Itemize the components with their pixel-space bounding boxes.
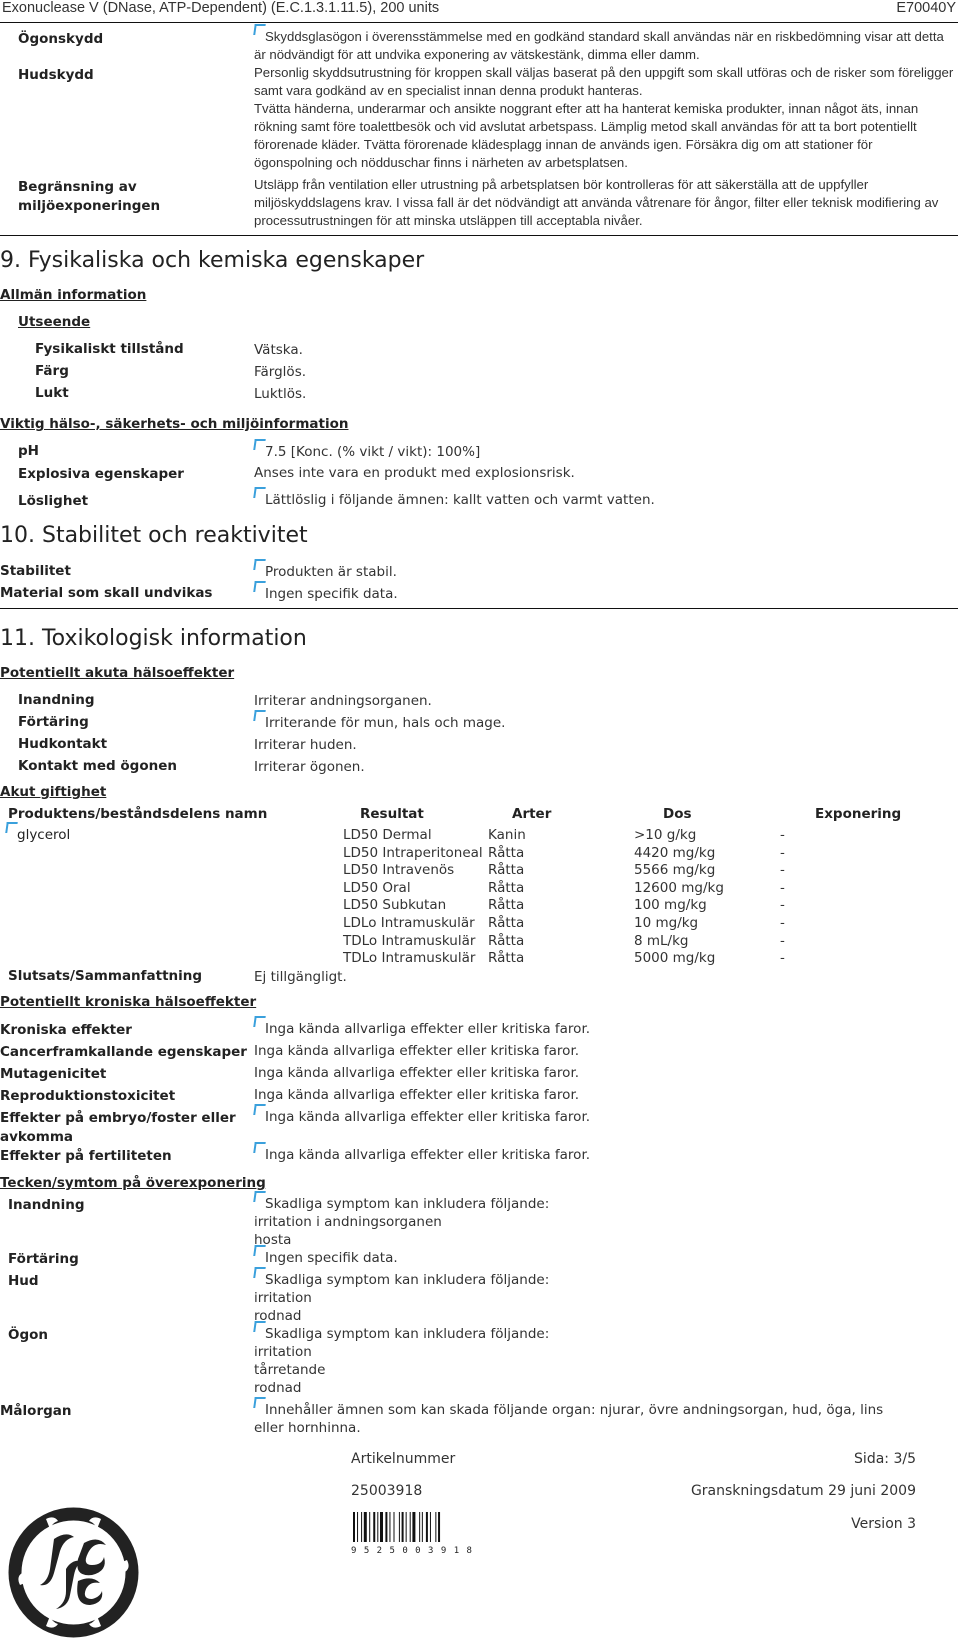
color-label: Färg: [35, 363, 69, 379]
table-cell: LD50 Subkutan: [343, 897, 447, 914]
table-cell: Råtta: [488, 950, 525, 967]
odor-label: Lukt: [35, 385, 69, 401]
barcode-bar: [385, 1512, 387, 1542]
table-cell: 8 mL/kg: [634, 932, 689, 949]
target-organs-value: Innehåller ämnen som kan skada följande organ: njurar, övre andningsorgan, hud, öga, lins eller hornhinna.: [254, 1401, 894, 1437]
acute-effects-heading: Potentiellt akuta hälsoeffekter: [0, 665, 235, 681]
chronic-label: Kroniska effekter: [0, 1022, 132, 1038]
env-exposure-label-1: Begränsning av: [18, 179, 137, 195]
symptom-ingestion-value: Ingen specifik data.: [254, 1249, 954, 1267]
explosive-value: Anses inte vara en produkt med explosionsrisk.: [254, 465, 575, 481]
table-cell: -: [780, 844, 785, 861]
general-info-heading: Allmän information: [0, 287, 147, 303]
barcode-bar: [394, 1512, 395, 1542]
article-number-label: Artikelnummer: [351, 1451, 456, 1467]
table-cell: Råtta: [488, 932, 525, 949]
barcode-digits: 9 5 2 5 0 0 3 9 1 8: [351, 1546, 473, 1556]
conclusion-label: Slutsats/Sammanfattning: [8, 968, 203, 984]
barcode-bar: [422, 1512, 423, 1542]
table-cell: -: [780, 862, 785, 879]
section-rule: [0, 608, 958, 609]
check-mark-icon: [253, 710, 266, 721]
symptom-inhalation-label: Inandning: [8, 1197, 85, 1213]
inhalation-label: Inandning: [18, 692, 95, 708]
table-cell: LD50 Intravenös: [343, 862, 455, 879]
table-header-name: Produktens/beståndsdelens namn: [8, 806, 268, 822]
embryo-effects-value: Inga kända allvarliga effekter eller kritiska faror.: [254, 1108, 954, 1126]
avoid-materials-label: Material som skall undvikas: [0, 585, 213, 601]
acute-toxicity-heading: Akut giftighet: [0, 784, 107, 800]
table-cell: LD50 Dermal: [343, 827, 432, 843]
table-cell: LD50 Oral: [343, 879, 411, 896]
barcode-bar: [361, 1512, 362, 1542]
odor-value: Luktlös.: [254, 386, 307, 402]
table-cell: LDLo Intramuskulär: [343, 915, 475, 931]
target-organs-label: Målorgan: [0, 1403, 72, 1419]
symptom-skin-value: Skadliga symptom kan inkludera följande: irritation rodnad: [254, 1271, 954, 1325]
barcode-bar: [430, 1512, 431, 1542]
symptom-ingestion-label: Förtäring: [8, 1251, 79, 1267]
table-cell: -: [780, 950, 785, 967]
table-header-species: Arter: [512, 806, 552, 822]
check-mark-icon: [253, 1397, 266, 1408]
check-mark-icon: [253, 487, 266, 498]
table-cell: Råtta: [488, 915, 525, 931]
header-rule: [0, 22, 958, 23]
physical-state-value: Vätska.: [254, 342, 303, 358]
skin-contact-value: Irriterar huden.: [254, 737, 357, 753]
check-mark-icon: [253, 1267, 266, 1278]
carcinogenicity-value: Inga kända allvarliga effekter eller kritiska faror.: [254, 1043, 580, 1059]
explosive-label: Explosiva egenskaper: [18, 466, 184, 482]
barcode-bar: [410, 1512, 411, 1542]
barcode-bar: [399, 1512, 400, 1542]
check-mark-icon: [253, 581, 266, 592]
check-mark-icon: [253, 1321, 266, 1332]
appearance-heading: Utseende: [18, 314, 91, 330]
barcode-bar: [373, 1512, 375, 1542]
ge-monogram-logo: [6, 1505, 141, 1640]
barcode-bar: [357, 1512, 358, 1542]
barcode-bar: [364, 1512, 367, 1542]
table-cell: -: [780, 897, 785, 914]
skin-contact-label: Hudkontakt: [18, 736, 108, 752]
table-cell: -: [780, 932, 785, 949]
eye-contact-value: Irriterar ögonen.: [254, 759, 365, 775]
ph-label: pH: [18, 443, 39, 459]
barcode-bar: [412, 1512, 415, 1542]
barcode: [351, 1512, 476, 1554]
eye-protection-text: Skyddsglasögon i överensstämmelse med en godkänd standard skall användas när en riskbedömning visar att detta är nödvändigt för att undvika exponering av vätskestänk, dimma eller damm.: [254, 28, 954, 64]
skin-protection-text-1: Personlig skyddsutrustning för kroppen skall väljas baserat på den uppgift som skall utföras och de risker som föreligger samt vara godkänd av en specialist innan denna produkt hanteras.: [254, 65, 954, 98]
table-cell: Råtta: [488, 897, 525, 914]
symptoms-heading: Tecken/symtom på överexponering: [0, 1175, 266, 1191]
barcode-bar: [353, 1512, 355, 1542]
skin-protection-text-2: Tvätta händerna, underarmar och ansikte noggrant efter att ha hanterat kemiska produkter, innan något äts, innan rökning samt före toalettbesök och vid avslutat arbetspass. Lämplig metod skall användas för att ta bort potentiellt förorenade kläder. Tvätta förorenade klädesplagg innan de används igen. Försäkra dig om att stationer för ögonspolning och nödduschar finns i närheten av arbetsplatsen.: [254, 101, 919, 170]
solubility-label: Löslighet: [18, 493, 89, 509]
barcode-bar: [426, 1512, 428, 1542]
mutagenicity-label: Mutagenicitet: [0, 1066, 107, 1082]
barcode-bar: [380, 1512, 383, 1542]
table-cell: TDLo Intramuskulär: [343, 932, 476, 949]
fertility-value: Inga kända allvarliga effekter eller kritiska faror.: [254, 1146, 954, 1164]
check-mark-icon: [253, 439, 266, 450]
table-cell: Råtta: [488, 862, 525, 879]
chronic-value: Inga kända allvarliga effekter eller kritiska faror.: [254, 1020, 954, 1038]
table-cell: 10 mg/kg: [634, 915, 699, 931]
table-header-dose: Dos: [663, 806, 692, 822]
table-cell: 12600 mg/kg: [634, 879, 724, 896]
section-rule: [0, 235, 958, 236]
barcode-bar: [406, 1512, 407, 1542]
eye-protection-label: Ögonskydd: [18, 31, 104, 47]
check-mark-icon: [253, 559, 266, 570]
avoid-materials-value: Ingen specifik data.: [254, 585, 954, 603]
table-cell: 100 mg/kg: [634, 897, 707, 914]
stability-label: Stabilitet: [0, 563, 71, 579]
table-cell: -: [780, 915, 785, 931]
symptom-inhalation-value: Skadliga symptom kan inkludera följande: irritation i andningsorganen hosta: [254, 1195, 954, 1249]
symptom-skin-label: Hud: [8, 1273, 39, 1289]
symptom-eye-label: Ögon: [8, 1327, 49, 1343]
symptom-eye-value: Skadliga symptom kan inkludera följande: irritation tårretande rodnad: [254, 1325, 954, 1397]
table-cell: TDLo Intramuskulär: [343, 950, 476, 967]
reproductive-toxicity-value: Inga kända allvarliga effekter eller kritiska faror.: [254, 1087, 580, 1103]
article-number-value: 25003918: [351, 1483, 423, 1499]
env-exposure-text: Utsläpp från ventilation eller utrustning på arbetsplatsen bör kontrolleras för att säkerställa att de uppfyller miljöskyddslagens krav. I vissa fall är det nödvändigt att använda våtrenare för ångor, filter eller teknisk modifiering av processutrustningen för att minska utsläppen till acceptabla nivåer.: [254, 177, 939, 228]
table-cell: 4420 mg/kg: [634, 844, 716, 861]
stability-value: Produkten är stabil.: [254, 563, 954, 581]
page-number: Sida: 3/5: [854, 1451, 916, 1467]
chronic-effects-heading: Potentiellt kroniska hälsoeffekter: [0, 994, 257, 1010]
check-mark-icon: [253, 1104, 266, 1115]
carcinogenicity-label: Cancerframkallande egenskaper: [0, 1044, 247, 1060]
mutagenicity-value: Inga kända allvarliga effekter eller kritiska faror.: [254, 1065, 580, 1081]
eye-contact-label: Kontakt med ögonen: [18, 758, 177, 774]
section-9-title: 9. Fysikaliska och kemiska egenskaper: [0, 248, 425, 273]
version: Version 3: [851, 1516, 916, 1532]
physical-state-label: Fysikaliskt tillstånd: [35, 341, 184, 357]
table-cell: Råtta: [488, 879, 525, 896]
table-cell: Kanin: [488, 827, 526, 843]
check-mark-icon: [253, 24, 266, 35]
review-date: Granskningsdatum 29 juni 2009: [690, 1483, 916, 1499]
table-cell: LD50 Intraperitoneal: [343, 844, 483, 861]
document-code: E70040Y: [896, 0, 956, 16]
table-header-exposure: Exponering: [815, 806, 902, 822]
important-info-heading: Viktig hälso-, säkerhets- och miljöinformation: [0, 416, 349, 432]
table-header-result: Resultat: [360, 806, 424, 822]
table-cell: -: [780, 827, 785, 843]
barcode-bar: [389, 1512, 390, 1542]
table-cell: 5000 mg/kg: [634, 950, 716, 967]
skin-protection-label: Hudskydd: [18, 67, 94, 83]
barcode-bar: [438, 1512, 440, 1542]
env-exposure-label-2: miljöexponeringen: [18, 198, 161, 214]
barcode-bar: [369, 1512, 370, 1542]
inhalation-value: Irriterar andningsorganen.: [254, 693, 432, 709]
table-cell: 5566 mg/kg: [634, 862, 716, 879]
ingestion-label: Förtäring: [18, 714, 89, 730]
barcode-bar: [377, 1512, 378, 1542]
embryo-effects-label-2: avkomma: [0, 1129, 74, 1145]
table-cell: -: [780, 879, 785, 896]
barcode-bars: [351, 1512, 476, 1542]
embryo-effects-label-1: Effekter på embryo/foster eller: [0, 1110, 236, 1126]
barcode-bar: [402, 1512, 404, 1542]
ph-value: 7.5 [Konc. (% vikt / vikt): 100%]: [254, 443, 954, 461]
barcode-bar: [419, 1512, 420, 1542]
color-value: Färglös.: [254, 364, 307, 380]
conclusion-value: Ej tillgängligt.: [254, 969, 347, 985]
section-11-title: 11. Toxikologisk information: [0, 626, 307, 651]
check-mark-icon: [253, 1245, 266, 1256]
solubility-value: Lättlöslig i följande ämnen: kallt vatten och varmt vatten.: [254, 491, 954, 509]
check-mark-icon: [253, 1016, 266, 1027]
fertility-label: Effekter på fertiliteten: [0, 1148, 172, 1164]
check-mark-icon: [253, 1191, 266, 1202]
check-mark-icon: [253, 1142, 266, 1153]
reproductive-toxicity-label: Reproduktionstoxicitet: [0, 1088, 176, 1104]
table-cell: >10 g/kg: [634, 827, 697, 843]
barcode-bar: [435, 1512, 436, 1542]
ingestion-value: Irriterande för mun, hals och mage.: [254, 714, 954, 732]
section-10-title: 10. Stabilitet och reaktivitet: [0, 523, 308, 548]
table-cell: Råtta: [488, 844, 525, 861]
substance-name: glycerol: [6, 827, 70, 843]
document-product-title: Exonuclease V (DNase, ATP-Dependent) (E.C.1.3.1.11.5), 200 units: [2, 0, 440, 16]
check-mark-icon: [5, 822, 18, 833]
